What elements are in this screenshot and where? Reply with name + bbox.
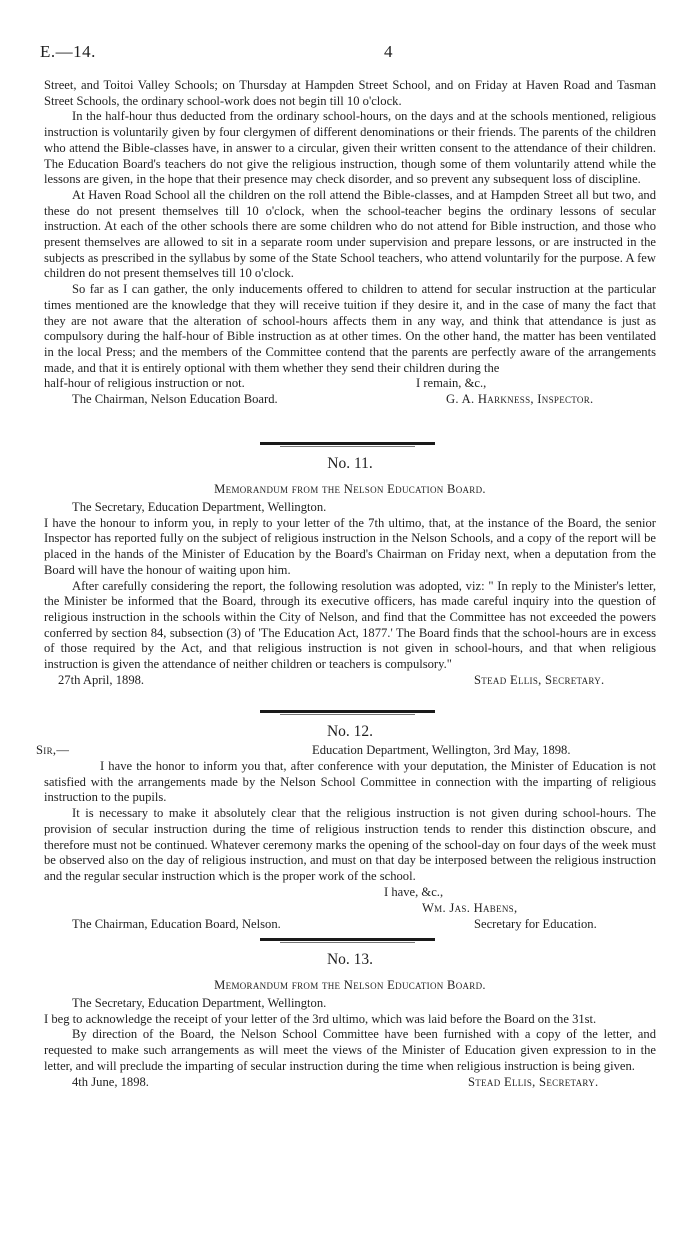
section-number: No. 13.: [326, 951, 374, 968]
valediction: I have, &c.,: [384, 884, 444, 899]
signer: Wm. Jas. Habens,: [422, 900, 518, 915]
memo-body: [44, 996, 656, 1091]
salutation-line: [36, 743, 656, 759]
memo-heading: Memorandum from the Nelson Education Board.: [214, 482, 486, 496]
page-header: [40, 44, 672, 66]
paragraph: I have the honour to inform you, in reply to your letter of the 7th ultimo, that, at the instance of the Board, the senior Inspector has reported fully on the subject of religious instruction in the Nelson Schools, and a copy of the report will be placed in the hands of the Minister of Education by the Board's Chairman on Friday next, when a deputation from the Board will have the honour of waiting upon him.: [44, 515, 656, 577]
memo-body: [44, 500, 656, 689]
date: 27th April, 1898.: [58, 672, 145, 687]
addressee-line: [44, 917, 656, 933]
valediction: I remain, &c.,: [416, 376, 487, 391]
paragraph: It is necessary to make it absolutely clear that the religious instruction is not given during school-hours. The provision of secular instruction during the time of religious instruction tends to render this distinction obscure, and therefore must not be continued. Whatever ceremony marks the opening of the school-day on four days of the week must be observed also on the day of religious instruction, and must on that day be interposed between the religious instruction and the regular secular instruction which is the proper work of the school.: [44, 806, 656, 883]
section-divider: [260, 710, 435, 713]
paragraph: Street, and Toitoi Valley Schools; on Thursday at Hampden Street School, and on Friday at Haven Road and Tasman Street Schools, the ordinary school-work does not begin till 10 o'clock.: [44, 78, 656, 108]
date-signature-line: [44, 1075, 656, 1091]
date: 4th June, 1898.: [72, 1074, 149, 1089]
addressee: The Chairman, Nelson Education Board.: [72, 392, 278, 407]
dateline: Education Department, Wellington, 3rd May, 1898.: [312, 743, 571, 757]
closing-line: [44, 376, 656, 392]
letter-body: [36, 743, 656, 933]
report-continuation: [44, 78, 656, 408]
paragraph-last-line: half-hour of religious instruction or not.: [44, 376, 245, 391]
section-number: No. 12.: [326, 723, 374, 740]
signature-line: [44, 392, 656, 408]
paragraph: In the half-hour thus deducted from the ordinary school-hours, on the days and at the schools mentioned, religious instruction is voluntarily given by four clergymen of different denominations or their friends. The parents of the children who attend the Bible-classes have, in answer to a circular, given their written consent to the attendance of their children. The Education Board's teachers do not give the religious instruction, though some of them voluntarily attend while the lessons are given, in the hope that their presence may check disorder, and so prevent any subsequent loss of discipline.: [44, 109, 656, 187]
paragraph: After carefully considering the report, the following resolution was adopted, viz: " In reply to the Minister's letter, the Minister be informed that the Board, through its executive officers, has made careful inquiry into the question of religious instruction in the schools within the City of Nelson, and find that the Committee has not exceeded the powers conferred by section 84, subsection (3) of 'The Education Act, 1877.' The Board finds that the school-hours are in excess of those required by the Act, and that religious instruction is not given in school-hours, and that when religious instruction is given the attendance of neither children or teachers is compulsory.": [44, 578, 656, 672]
paragraph: I have the honor to inform you that, after conference with your deputation, the Minister of Education is not satisfied with the arrangements made by the Nelson School Committee in connection with the imparting of religious instruction to the pupils.: [44, 759, 656, 805]
signature: Stead Ellis, Secretary.: [468, 1074, 599, 1089]
section-divider: [260, 938, 435, 941]
addressee: The Chairman, Education Board, Nelson.: [72, 916, 281, 931]
valediction-line: [44, 885, 656, 901]
paragraph: So far as I can gather, the only inducements offered to children to attend for secular instruction at the particular times mentioned are the knowledge that they will receive tuition if they desire it, and in the case of many the fact that they are not aware that the alteration of school-hours affects them in any way, and think that attendance is just as compulsory during the half-hour of Bible instruction as at other times. On the other hand, the matter has been ventilated in the local Press; and the members of the Committee contend that the parents are perfectly aware of the arrangements made, and that it is entirely optional with them whether they send their children during the: [44, 282, 656, 375]
signer-line: [44, 901, 656, 917]
salutation: Sir,—: [36, 743, 70, 757]
section-divider: [260, 442, 435, 445]
recipient: The Secretary, Education Department, Wellington.: [72, 996, 327, 1010]
page-number: 4: [384, 42, 393, 61]
recipient: The Secretary, Education Department, Wellington.: [72, 500, 327, 514]
signature: G. A. Harkness, Inspector.: [446, 392, 594, 407]
signature: Stead Ellis, Secretary.: [474, 672, 605, 687]
paragraph: I beg to acknowledge the receipt of your letter of the 3rd ultimo, which was laid before the Board on the 31st.: [44, 1011, 597, 1026]
date-signature-line: [44, 673, 656, 689]
paragraph: By direction of the Board, the Nelson School Committee have been furnished with a copy of the letter, and requested to make such arrangements as will meet the views of the Minister of Education given expression to in the letter, and will preclude the imparting of secular instruction during the time when religious instruction is being given.: [44, 1027, 656, 1073]
memo-heading: Memorandum from the Nelson Education Board.: [214, 978, 486, 992]
paragraph: At Haven Road School all the children on the roll attend the Bible-classes, and at Hampden Street all but two, and these do not present themselves till 10 o'clock, when the school-teacher begins the ordinary lessons of secular instruction. At each of the other schools there are some children who do not attend for Bible instruction, and those who present themselves are allowed to sit in a separate room under supervision and prepare lessons, or are instructed in the subjects as prescribed in the syllabus by some of the State School teachers, who attend voluntarily for the purpose. A few children do not present themselves till 10 o'clock.: [44, 187, 656, 281]
signer-title: Secretary for Education.: [474, 916, 597, 931]
section-number: No. 11.: [327, 455, 373, 472]
document-reference: E.—14.: [40, 42, 96, 61]
